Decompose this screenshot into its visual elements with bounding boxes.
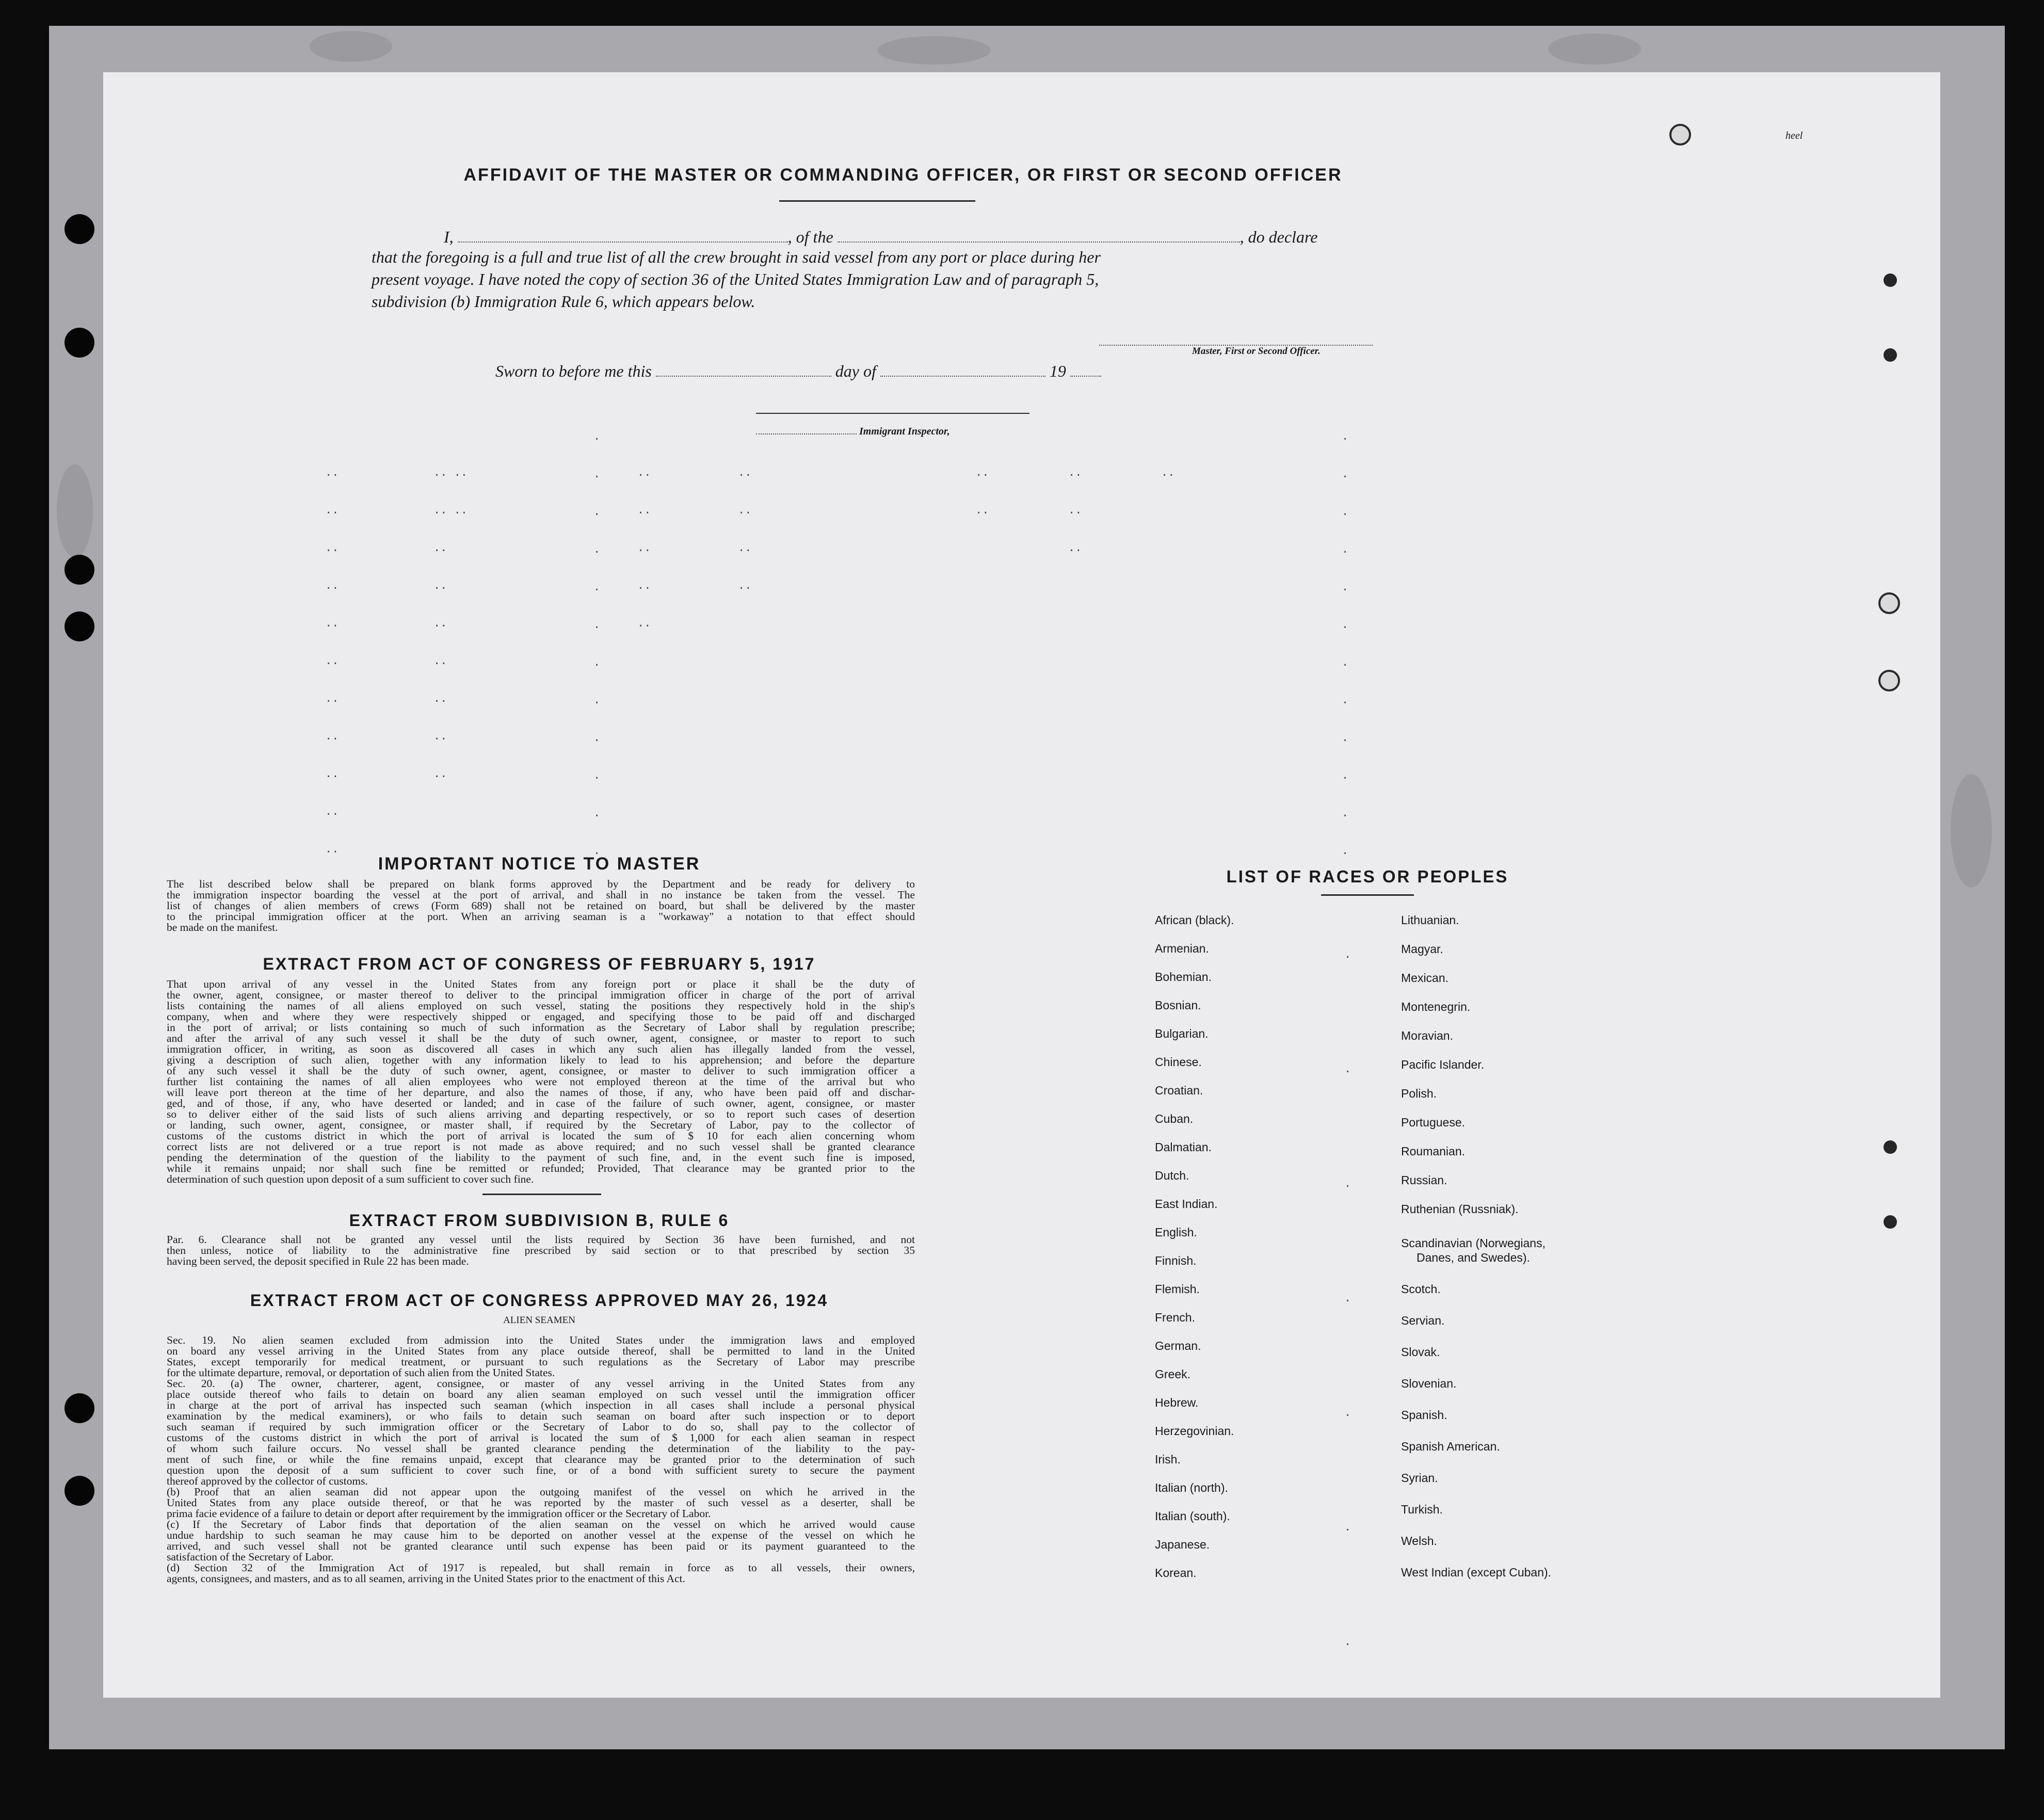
sworn-day-blank[interactable] <box>656 361 831 377</box>
race-item: Montenegrin. <box>1401 1000 1471 1013</box>
text-line: arrived, and such vessel shall not be granted clearance until such expense has been paid or its payment guaranteed to the <box>167 1541 915 1552</box>
row-markers: .. <box>1161 466 1175 479</box>
stain <box>310 31 392 62</box>
text-line: place outside thereof who fails to detain on board any alien seaman employed on such vessel until the immigration officer <box>167 1389 915 1400</box>
text-line: prima facie evidence of a failure to detain or deport after requirement by the immigration officer or the Secretary of Labor. <box>167 1508 711 1519</box>
race-item: Bohemian. <box>1155 970 1212 984</box>
race-item: African (black). <box>1155 913 1234 927</box>
race-item: French. <box>1155 1311 1195 1324</box>
text-line: list of changes of alien members of crews (Form 689) shall not be retained on board, but shall be delivered by the master <box>167 900 915 911</box>
inspector-signature-line[interactable] <box>756 422 857 434</box>
race-item: Spanish. <box>1401 1408 1447 1422</box>
race-item: Flemish. <box>1155 1282 1200 1296</box>
master-signature-line[interactable] <box>1099 330 1373 346</box>
affidavit-title: AFFIDAVIT OF THE MASTER OR COMMANDING OFFICER, OR FIRST OR SECOND OFFICER <box>463 165 1343 185</box>
affidavit-line-1 <box>444 227 1373 247</box>
text-line: United States from any place outside thereof, or that he was reported by the master of such vessel as a deserter, shall be <box>167 1497 915 1508</box>
corner-mark: heel <box>1785 130 1803 141</box>
row-markers: .. .. .. .. .. .. .. .. .. .. .. <box>433 466 468 781</box>
notice-title: IMPORTANT NOTICE TO MASTER <box>378 854 701 874</box>
affidavit-line-2: that the foregoing is a full and true list of all the crew brought in said vessel from any port or place during her <box>372 248 1101 266</box>
rivet <box>1884 273 1897 287</box>
text-line: then unless, notice of liability to the administrative fine prescribed by said section or to that prescribed by section 35 <box>167 1245 915 1256</box>
race-item: Greek. <box>1155 1367 1191 1381</box>
race-item: Irish. <box>1155 1453 1181 1466</box>
text-line: of whom such failure occurs. No vessel shall be granted clearance pending the determination of the liability to the pay- <box>167 1443 915 1454</box>
text-line: customs of the customs district in which the port of arrival is located the sum of $ 10 for each alien concerning whom <box>167 1131 915 1141</box>
race-item: Scotch. <box>1401 1282 1441 1296</box>
race-item: Welsh. <box>1401 1534 1437 1548</box>
sworn-label: Sworn to before me this <box>495 362 652 380</box>
race-item: Magyar. <box>1401 942 1443 956</box>
sworn-year-blank[interactable] <box>1070 361 1101 377</box>
divider-rule <box>482 1194 601 1195</box>
race-item: Ruthenian (Russniak). <box>1401 1202 1519 1216</box>
alien-seamen-subtitle: ALIEN SEAMEN <box>503 1315 575 1326</box>
stain <box>57 464 93 557</box>
text-line: examination by the medical examiners), or who fails to detain such seaman on board after such inspection or to deport <box>167 1411 915 1422</box>
row-markers: . . . . . . . . . . . . <box>1342 430 1349 858</box>
race-item: Slovak. <box>1401 1345 1440 1359</box>
day-of-label: day of <box>835 362 876 380</box>
race-item: Dalmatian. <box>1155 1140 1212 1154</box>
row-markers: .. .. <box>975 466 989 517</box>
rule-6-text <box>167 1234 915 1267</box>
text-line: Par. 6. Clearance shall not be granted any vessel until the lists required by Section 36 have been furnished, and not <box>167 1234 915 1245</box>
text-line: in the port of arrival; or lists containing so much of such information as the Secretary of Labor shall by regulation prescribe; <box>167 1022 915 1033</box>
race-item: Korean. <box>1155 1566 1197 1580</box>
race-item: Servian. <box>1401 1314 1445 1327</box>
rule-6-title: EXTRACT FROM SUBDIVISION B, RULE 6 <box>349 1211 730 1230</box>
race-item: Japanese. <box>1155 1538 1210 1551</box>
text-line: ment of such fine, or while the fine remains unpaid, except that clearance may be granted prior to the determination of such <box>167 1454 915 1465</box>
text-line: States, except temporarily for medical treatment, or pursuant to such regulations as the Secretary of Labor may prescribe <box>167 1357 915 1367</box>
race-item: Lithuanian. <box>1401 913 1459 927</box>
title-rule <box>779 200 975 202</box>
row-markers: .. .. .. .. .. <box>637 466 651 630</box>
race-item: Portuguese. <box>1401 1116 1466 1129</box>
text-line: further list containing the names of all alien employees who were not employed thereon at the time of the arrival but who <box>167 1076 915 1087</box>
text-line: lists containing the names of all aliens employed on such vessel, stating the positions they respectively hold in the ship's <box>167 1001 915 1011</box>
text-line: agents, consignees, and masters, and as to all seamen, arriving in the United States prior to the enactment of this Act. <box>167 1573 685 1584</box>
text-line: company, when and where they were respectively shipped or engaged, and specifying those to be paid off and discharged <box>167 1011 915 1022</box>
extract-1924-title: EXTRACT FROM ACT OF CONGRESS APPROVED MAY 26, 1924 <box>250 1291 829 1310</box>
text-line: Sec. 20. (a) The owner, charterer, agent, consignee, or master of any vessel arriving in the United States from any <box>167 1378 915 1389</box>
section-36-text <box>167 979 915 1185</box>
text-line: thereof approved by the collector of customs. <box>167 1476 368 1487</box>
text-line: ged, and of those, if any, who have deserted or landed; and in case of the failure of such owner, agent, consignee, or master <box>167 1098 915 1109</box>
race-item: Spanish American. <box>1401 1440 1500 1453</box>
text-line: so to deliver either of the said lists of such aliens arriving and departing respectively, or so to report such cases of desertion <box>167 1109 915 1120</box>
affidavit-declare: , do declare <box>1240 228 1318 246</box>
text-line: the immigration inspector boarding the vessel at the port of arrival, and shall in no instance be taken from the vessel. The <box>167 890 915 900</box>
race-item: Scandinavian (Norwegians, <box>1401 1236 1546 1250</box>
text-line: for the ultimate departure, removal, or deportation of such alien from the United States. <box>167 1367 555 1378</box>
race-item: Moravian. <box>1401 1029 1453 1042</box>
race-item: Pacific Islander. <box>1401 1058 1485 1071</box>
race-item: East Indian. <box>1155 1197 1218 1211</box>
text-line: question upon the deposit of a sum sufficient to cover such fine, or of a bond with sufficient surety to secure the payment <box>167 1465 915 1476</box>
affidavit-line-3: present voyage. I have noted the copy of section 36 of the United States Immigration Law and of paragraph 5, <box>372 270 1099 288</box>
text-line: while it remains unpaid; nor shall such fine be remitted or refunded; Provided, That clearance may be granted prior to the <box>167 1163 915 1174</box>
binder-hole <box>65 1393 94 1423</box>
text-line: (b) Proof that an alien seaman did not appear upon the outgoing manifest of the vessel on which he arrived in the <box>167 1487 915 1497</box>
affidavit-of-the: , of the <box>787 228 833 246</box>
inspector-rule <box>756 413 1029 414</box>
row-markers: .. .. .. <box>1068 466 1082 555</box>
name-blank[interactable] <box>458 227 788 243</box>
text-line: immigration officer, in writing, as soon as discovered all cases in which any such alien has illegally landed from the vessel, <box>167 1044 915 1055</box>
text-line: giving a description of such alien, together with any information likely to lead to his apprehension; and before the departure <box>167 1055 915 1066</box>
text-line: be made on the manifest. <box>167 922 278 933</box>
rivet <box>1884 348 1897 362</box>
races-title: LIST OF RACES OR PEOPLES <box>1226 867 1509 886</box>
race-item: Herzegovinian. <box>1155 1424 1234 1438</box>
race-item: Bosnian. <box>1155 998 1201 1012</box>
race-item: English. <box>1155 1226 1197 1239</box>
text-line: satisfaction of the Secretary of Labor. <box>167 1552 334 1563</box>
binder-hole <box>65 555 94 585</box>
row-markers: .. .. .. .. .. .. .. .. .. .. .. <box>325 466 339 856</box>
text-line: determination of such question upon deposit of a sum sufficient to cover such fine. <box>167 1174 534 1185</box>
text-line: (c) If the Secretary of Labor finds that deportation of the alien seaman on the vessel on which he arrived would cause <box>167 1519 915 1530</box>
stain <box>1548 34 1641 65</box>
punch-hole <box>1878 592 1900 614</box>
text-line: correct lists are not delivered or a true report is not made as above required; and no such vessel shall be granted clearance <box>167 1141 915 1152</box>
race-item: Danes, and Swedes). <box>1417 1251 1530 1264</box>
race-item: Armenian. <box>1155 942 1209 955</box>
text-line: undue hardship to such seaman he may cause him to be deported on another vessel at the expense of the vessel on which he <box>167 1530 915 1541</box>
race-item: Italian (south). <box>1155 1509 1230 1523</box>
vessel-blank[interactable] <box>838 227 1240 243</box>
race-item: German. <box>1155 1339 1201 1352</box>
race-item: Hebrew. <box>1155 1396 1199 1409</box>
text-line: to the principal immigration officer at the port. When an arriving seaman is a "workaway" a notation to that effect should <box>167 911 915 922</box>
inspector-label: Immigrant Inspector, <box>859 426 950 437</box>
race-item: Italian (north). <box>1155 1481 1228 1494</box>
race-item: Dutch. <box>1155 1169 1189 1182</box>
race-item: Cuban. <box>1155 1112 1194 1125</box>
alien-seamen-text <box>167 1335 915 1584</box>
race-item: Turkish. <box>1401 1503 1443 1516</box>
text-line: or landing, such owner, agent, consignee, or master shall, if required by the Secretary of Labor, pay to the collector of <box>167 1120 915 1131</box>
binder-hole <box>65 214 94 244</box>
rivet <box>1884 1215 1897 1229</box>
row-markers: . . . . . . . . . . . . <box>593 430 601 858</box>
race-item: Bulgarian. <box>1155 1027 1209 1040</box>
rivet <box>1884 1140 1897 1154</box>
text-line: in charge at the port of arrival has inspected such seaman (which inspection in all cases shall include a personal physical <box>167 1400 915 1411</box>
text-line: on board any vessel arriving in the United States from any place outside thereof, shall be permitted to land in the United <box>167 1346 915 1357</box>
affidavit-line-4: subdivision (b) Immigration Rule 6, which appears below. <box>372 292 755 311</box>
race-item: Russian. <box>1401 1173 1447 1187</box>
races-rule <box>1321 894 1414 896</box>
sworn-line <box>495 361 1218 381</box>
text-line: having been served, the deposit specified in Rule 22 has been made. <box>167 1256 469 1267</box>
stain <box>877 36 991 65</box>
extract-1917-title: EXTRACT FROM ACT OF CONGRESS OF FEBRUARY 5, 1917 <box>263 955 816 973</box>
race-item: Croatian. <box>1155 1084 1203 1097</box>
row-markers: . . . . . . . <box>1344 948 1351 1649</box>
text-line: That upon arrival of any vessel in the United States from any foreign port or place it shall be the duty of <box>167 979 915 990</box>
race-item: Slovenian. <box>1401 1377 1457 1390</box>
text-line: pending the determination of the question of the liability to the payment of such fine, and, in the event such fine is imposed, <box>167 1152 915 1163</box>
race-item: Syrian. <box>1401 1471 1438 1485</box>
race-item: Chinese. <box>1155 1055 1202 1069</box>
binder-hole <box>65 328 94 358</box>
text-line: of any such vessel it shall be the duty of such owner, agent, consignee, or master to deliver to such immigration officer a <box>167 1066 915 1076</box>
race-item: Polish. <box>1401 1087 1437 1100</box>
text-line: such seaman if required by such immigration officer or the Secretary of Labor to do so, shall pay to the collector of <box>167 1422 915 1432</box>
text-line: customs of the customs district in which the port of arrival is located the sum of $ 1,000 for each alien seaman in respect <box>167 1432 915 1443</box>
punch-hole <box>1669 124 1691 146</box>
notice-text <box>167 879 915 933</box>
stain <box>1951 774 1992 888</box>
sworn-month-blank[interactable] <box>880 361 1045 377</box>
race-item: Roumanian. <box>1401 1145 1466 1158</box>
master-signature-label: Master, First or Second Officer. <box>1192 346 1321 357</box>
punch-hole <box>1878 670 1900 691</box>
race-item: Finnish. <box>1155 1254 1197 1267</box>
text-line: and after the arrival of any such vessel it shall be the duty of such owner, agent, consignee, or master to report to such <box>167 1033 915 1044</box>
text-line: Sec. 19. No alien seamen excluded from admission into the United States under the immigration laws and employed <box>167 1335 915 1346</box>
race-item: Mexican. <box>1401 971 1449 985</box>
row-markers: .. .. .. .. <box>738 466 752 592</box>
affidavit-i: I, <box>444 228 454 246</box>
text-line: (d) Section 32 of the Immigration Act of 1917 is repealed, but shall remain in force as to all vessels, their owners, <box>167 1563 915 1573</box>
year-prefix: 19 <box>1049 362 1066 380</box>
text-line: will leave port thereon at the time of her departure, and also the names of those, if any, who have been paid off and dischar- <box>167 1087 915 1098</box>
text-line: The list described below shall be prepared on blank forms approved by the Department and be ready for delivery to <box>167 879 915 890</box>
binder-hole <box>65 611 94 641</box>
text-line: the owner, agent, consignee, or master thereof to deliver to the principal immigration officer in charge of the port of arrival <box>167 990 915 1001</box>
binder-hole <box>65 1476 94 1506</box>
race-item: West Indian (except Cuban). <box>1401 1566 1552 1579</box>
